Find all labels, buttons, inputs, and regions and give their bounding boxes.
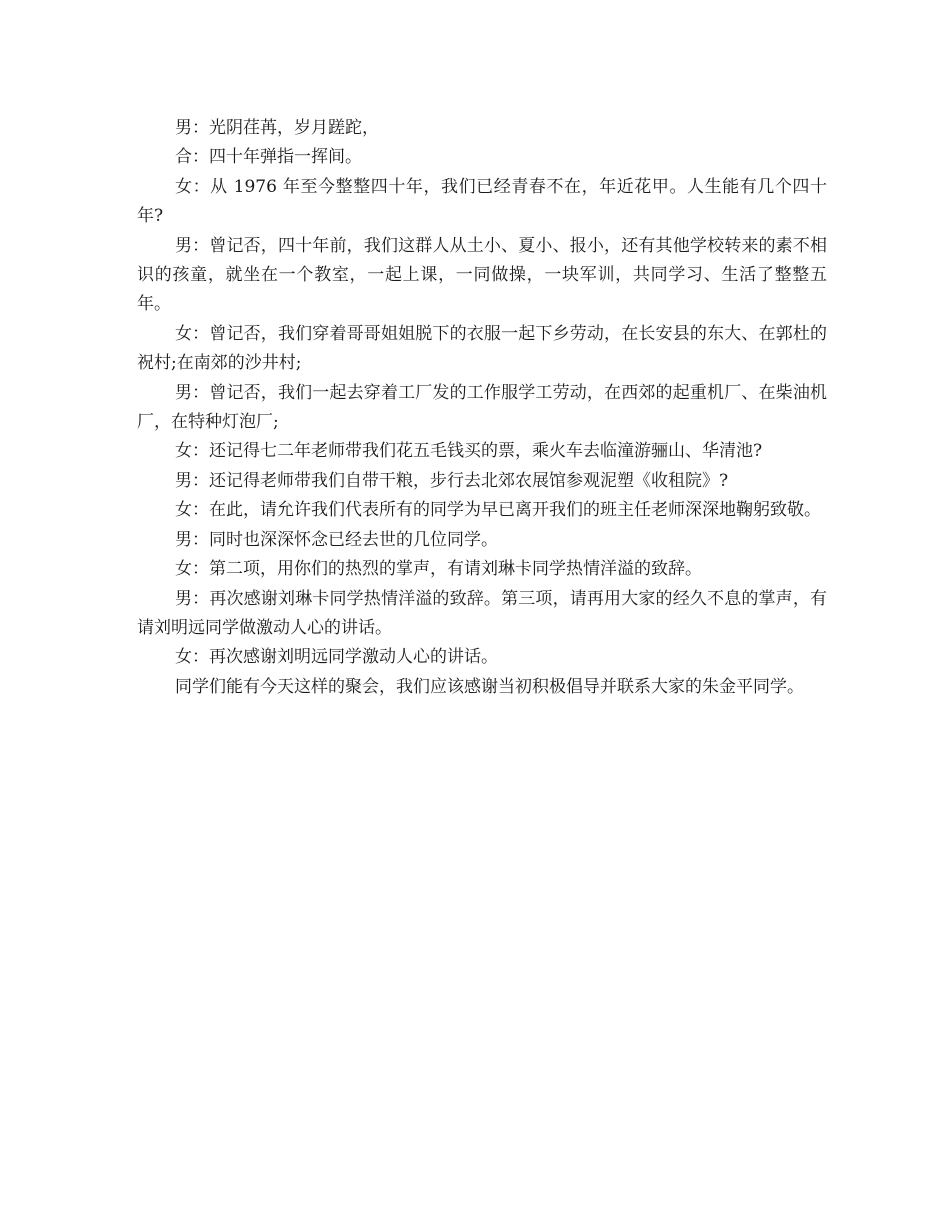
- document-body: [137, 114, 827, 702]
- paragraph: 男：光阴荏苒，岁月蹉跎，: [175, 118, 379, 138]
- paragraph: 女：还记得七二年老师带我们花五毛钱买的票，乘火车去临潼游骊山、华清池?: [175, 441, 763, 462]
- paragraph: 女：第二项，用你们的热烈的掌声，有请刘琳卡同学热情洋溢的致辞。: [175, 559, 702, 580]
- paragraph: 男：曾记否，四十年前，我们这群人从土小、夏小、报小，还有其他学校转来的素不相识的孩童，就坐在一个教室，一起上课，一同做操，一块军训，共同学习、生活了整整五年。: [137, 235, 827, 315]
- paragraph: 男：还记得老师带我们自带干粮，步行去北郊农展馆参观泥塑《收租院》?: [175, 470, 729, 491]
- paragraph: 男：同时也深深怀念已经去世的几位同学。: [175, 529, 498, 550]
- paragraph: 女：从 1976 年至今整整四十年，我们已经青春不在，年近花甲。人生能有几个四十年?: [137, 176, 827, 227]
- paragraph: 女：再次感谢刘明远同学激动人心的讲话。: [175, 647, 498, 668]
- paragraph: 男：曾记否，我们一起去穿着工厂发的工作服学工劳动，在西郊的起重机厂、在柴油机厂，在特种灯泡厂;: [137, 382, 827, 433]
- paragraph: 女：在此，请允许我们代表所有的同学为早已离开我们的班主任老师深深地鞠躬致敬。: [175, 500, 821, 521]
- paragraph: 女：曾记否，我们穿着哥哥姐姐脱下的衣服一起下乡劳动，在长安县的东大、在郭杜的祝村;在南郊的沙井村;: [137, 323, 827, 374]
- paragraph: 同学们能有今天这样的聚会，我们应该感谢当初积极倡导并联系大家的朱金平同学。: [175, 676, 804, 697]
- paragraph: 合：四十年弹指一挥间。: [175, 147, 362, 168]
- paragraph: 男：再次感谢刘琳卡同学热情洋溢的致辞。第三项，请再用大家的经久不息的掌声，有请刘明远同学做激动人心的讲话。: [137, 588, 827, 638]
